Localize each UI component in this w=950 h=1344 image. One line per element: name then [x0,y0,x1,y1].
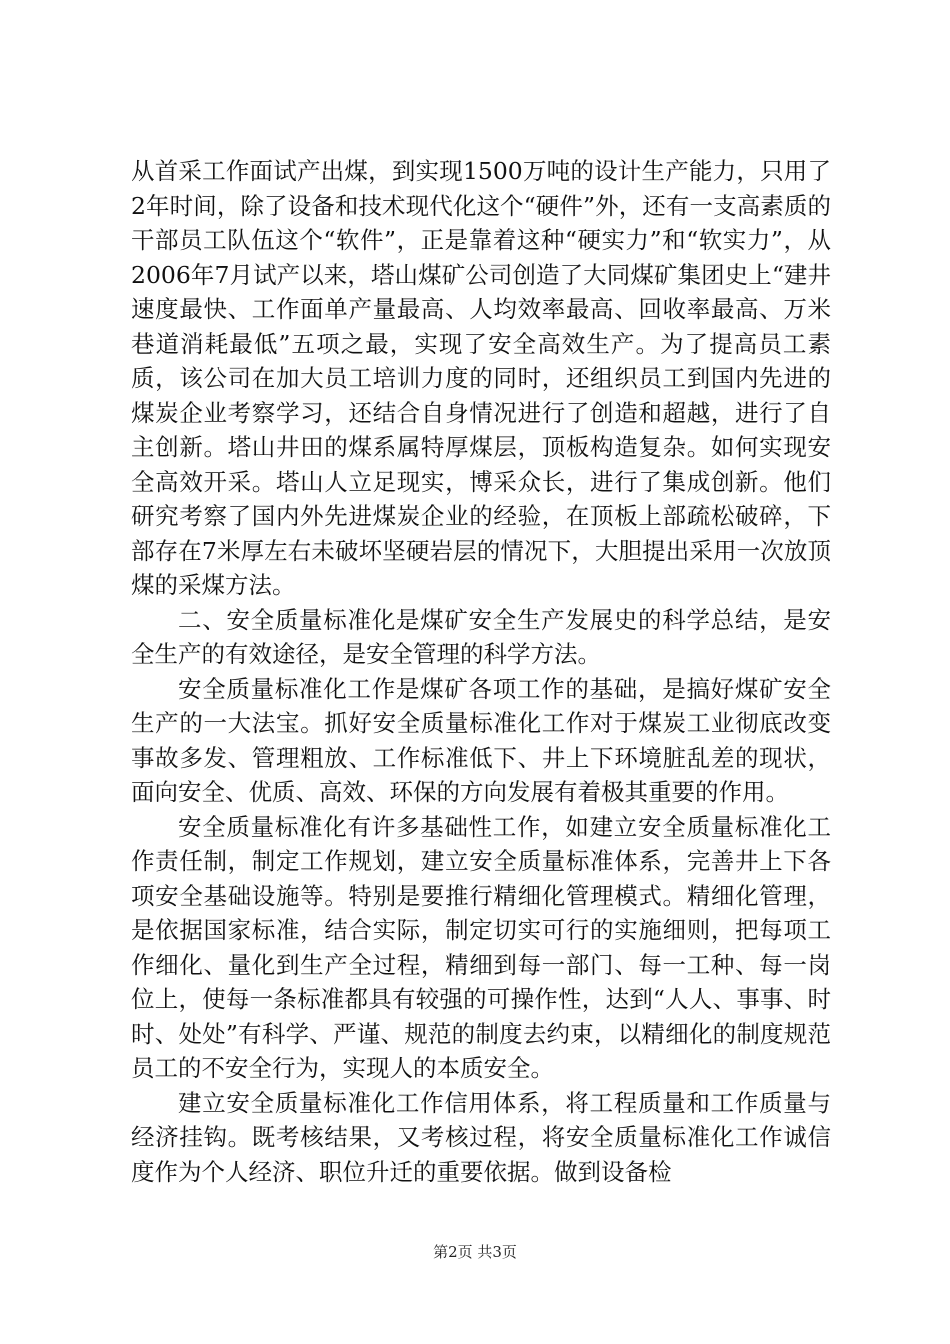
page-footer: 第2页 共3页 [433,1243,517,1261]
paragraph-continuation: 从首采工作面试产出煤，到实现1500万吨的设计生产能力，只用了2年时间，除了设备和技术现代化这个“硬件”外，还有一支高素质的干部员工队伍这个“软件”，正是靠着这种“硬实力”和“软实力”，从2006年7月试产以来，塔山煤矿公司创造了大同煤矿集团史上“建井速度最快、工作面单产量最高、人均效率最高、回收率最高、万米巷道消耗最低”五项之最，实现了安全高效生产。为了提高员工素质，该公司在加大员工培训力度的同时，还组织员工到国内先进的煤炭企业考察学习，还结合自身情况进行了创造和超越，进行了自主创新。塔山井田的煤系属特厚煤层，顶板构造复杂。如何实现安全高效开采。塔山人立足现实，博采众长，进行了集成创新。他们研究考察了国内外先进煤炭企业的经验，在顶板上部疏松破碎，下部存在7米厚左右未破坏坚硬岩层的情况下，大胆提出采用一次放顶煤的采煤方法。 [131,157,831,599]
paragraph-credit-system: 建立安全质量标准化工作信用体系，将工程质量和工作质量与经济挂钩。既考核结果，又考核过程，将安全质量标准化工作诚信度作为个人经济、职位升迁的重要依据。做到设备检 [131,1088,831,1186]
paragraph-section-heading: 二、安全质量标准化是煤矿安全生产发展史的科学总结，是安全生产的有效途径，是安全管理的科学方法。 [131,605,831,668]
document-body [131,154,831,1189]
paragraph-fine-management: 安全质量标准化有许多基础性工作，如建立安全质量标准化工作责任制，制定工作规划，建立安全质量标准体系，完善井上下各项安全基础设施等。特别是要推行精细化管理模式。精细化管理，是依据国家标准，结合实际，制定切实可行的实施细则，把每项工作细化、量化到生产全过程，精细到每一部门、每一工种、每一岗位上，使每一条标准都具有较强的可操作性，达到“人人、事事、时时、处处”有科学、严谨、规范的制度去约束，以精细化的制度规范员工的不安全行为，实现人的本质安全。 [131,812,831,1082]
paragraph-foundation: 安全质量标准化工作是煤矿各项工作的基础，是搞好煤矿安全生产的一大法宝。抓好安全质量标准化工作对于煤炭工业彻底改变事故多发、管理粗放、工作标准低下、井上下环境脏乱差的现状，面向安全、优质、高效、环保的方向发展有着极其重要的作用。 [131,674,831,806]
